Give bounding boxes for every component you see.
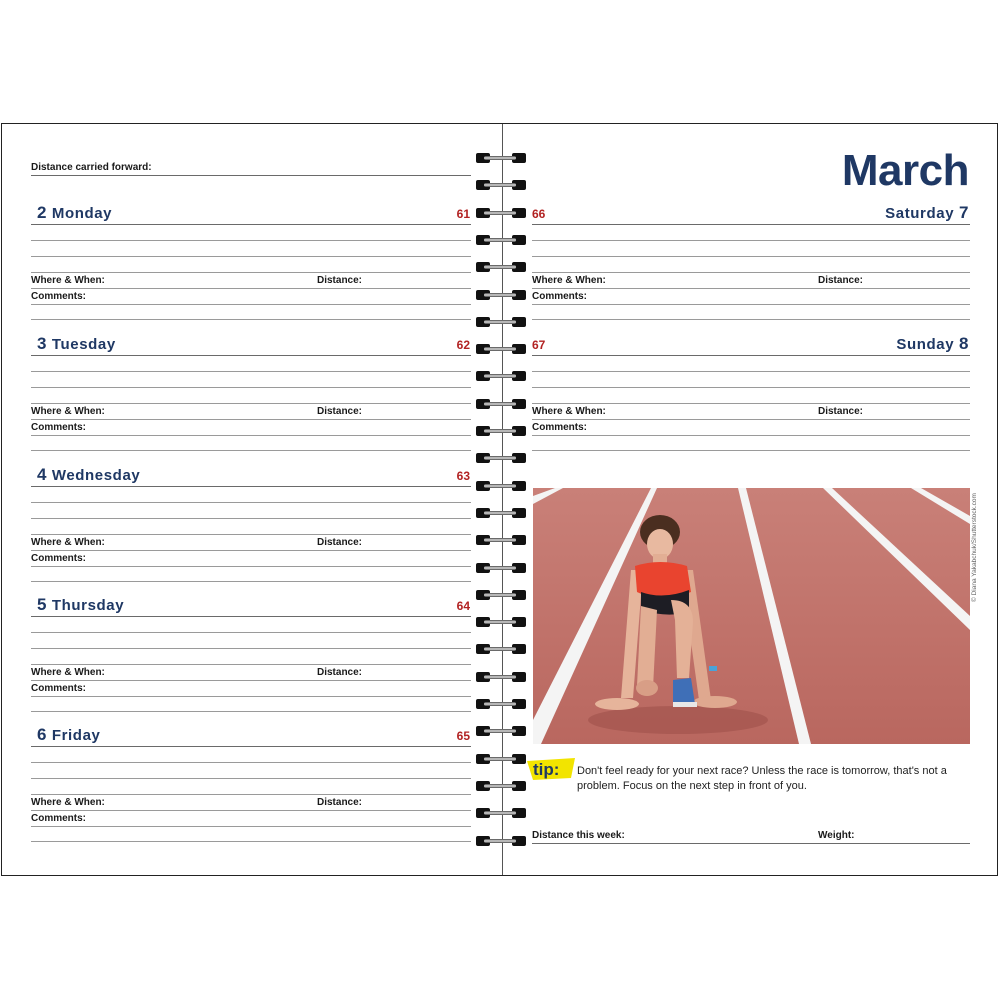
month-title: March xyxy=(841,146,969,195)
comments-label: Comments: xyxy=(31,291,87,302)
day-title xyxy=(896,334,969,354)
spiral-ring xyxy=(472,780,528,794)
distance-label: Distance: xyxy=(317,275,363,286)
spiral-ring xyxy=(472,425,528,439)
day-title xyxy=(37,203,112,223)
spiral-ring xyxy=(472,289,528,303)
day-name: Sunday xyxy=(896,336,955,353)
writing-line[interactable] xyxy=(532,256,970,257)
spiral-ring xyxy=(472,534,528,548)
day-of-year-count: 67 xyxy=(532,338,546,352)
where-when-line[interactable] xyxy=(31,680,471,681)
writing-line[interactable] xyxy=(532,403,970,404)
tip-badge xyxy=(527,758,577,782)
comments-label: Comments: xyxy=(31,813,87,824)
where-when-label: Where & When: xyxy=(31,797,105,808)
where-when-label: Where & When: xyxy=(31,406,105,417)
where-when-line[interactable] xyxy=(532,419,970,420)
comments-line[interactable] xyxy=(31,304,471,305)
day-number: 4 xyxy=(37,465,48,484)
comments-label: Comments: xyxy=(532,291,588,302)
writing-line[interactable] xyxy=(31,371,471,372)
day-of-year-count: 62 xyxy=(456,338,470,352)
day-name: Saturday xyxy=(885,205,955,222)
spiral-ring xyxy=(472,589,528,603)
writing-line[interactable] xyxy=(31,256,471,257)
where-when-label: Where & When: xyxy=(532,275,606,286)
distance-label: Distance: xyxy=(317,406,363,417)
writing-line[interactable] xyxy=(532,371,970,372)
planner-spread xyxy=(1,123,998,876)
day-of-year-count: 64 xyxy=(456,599,470,613)
writing-line[interactable] xyxy=(31,664,471,665)
writing-line[interactable] xyxy=(532,387,970,388)
tip-label: tip: xyxy=(533,760,560,779)
spiral-binding xyxy=(472,152,530,852)
spiral-ring xyxy=(472,807,528,821)
day-number: 3 xyxy=(37,334,48,353)
day-number: 6 xyxy=(37,725,48,744)
writing-line[interactable] xyxy=(31,518,471,519)
where-when-line[interactable] xyxy=(31,810,471,811)
spiral-ring xyxy=(472,753,528,767)
comments-label: Comments: xyxy=(31,683,87,694)
distance-label: Distance: xyxy=(317,537,363,548)
writing-line[interactable] xyxy=(532,224,970,225)
spiral-ring xyxy=(472,234,528,248)
where-when-label: Where & When: xyxy=(31,667,105,678)
writing-line[interactable] xyxy=(31,387,471,388)
day-title xyxy=(37,334,116,354)
day-title xyxy=(37,725,100,745)
where-when-line[interactable] xyxy=(31,419,471,420)
writing-line[interactable] xyxy=(31,224,471,225)
writing-line[interactable] xyxy=(532,355,970,356)
day-of-year-count: 61 xyxy=(456,207,470,221)
comments-line[interactable] xyxy=(31,581,471,582)
carried-forward-line[interactable] xyxy=(31,175,471,176)
where-when-label: Where & When: xyxy=(31,537,105,548)
writing-line[interactable] xyxy=(31,502,471,503)
spiral-ring xyxy=(472,452,528,466)
writing-line[interactable] xyxy=(532,272,970,273)
spiral-ring xyxy=(472,370,528,384)
left-page xyxy=(2,124,500,875)
day-of-year-count: 66 xyxy=(532,207,546,221)
writing-line[interactable] xyxy=(31,632,471,633)
sprinter-photo xyxy=(533,488,970,744)
day-number: 2 xyxy=(37,203,48,222)
where-when-label: Where & When: xyxy=(532,406,606,417)
day-number: 8 xyxy=(958,334,969,353)
writing-line[interactable] xyxy=(31,746,471,747)
writing-line[interactable] xyxy=(31,240,471,241)
day-title xyxy=(885,203,969,223)
spiral-ring xyxy=(472,207,528,221)
day-title xyxy=(37,595,124,615)
spiral-ring xyxy=(472,698,528,712)
comments-line[interactable] xyxy=(31,711,471,712)
comments-line[interactable] xyxy=(31,450,471,451)
spiral-ring xyxy=(472,480,528,494)
comments-label: Comments: xyxy=(31,553,87,564)
where-when-label: Where & When: xyxy=(31,275,105,286)
distance-label: Distance: xyxy=(818,406,864,417)
comments-line[interactable] xyxy=(532,450,970,451)
spiral-ring xyxy=(472,671,528,685)
distance-carried-forward-label: Distance carried forward: xyxy=(31,162,152,173)
day-name: Friday xyxy=(51,727,101,744)
comments-line[interactable] xyxy=(31,319,471,320)
spiral-ring xyxy=(472,316,528,330)
spiral-ring xyxy=(472,179,528,193)
day-name: Thursday xyxy=(51,597,125,614)
where-when-line[interactable] xyxy=(31,550,471,551)
distance-label: Distance: xyxy=(317,667,363,678)
writing-line[interactable] xyxy=(31,794,471,795)
where-when-line[interactable] xyxy=(532,288,970,289)
day-of-year-count: 63 xyxy=(456,469,470,483)
where-when-line[interactable] xyxy=(31,288,471,289)
writing-line[interactable] xyxy=(31,272,471,273)
weekly-summary-line[interactable] xyxy=(532,843,970,844)
writing-line[interactable] xyxy=(31,778,471,779)
writing-line[interactable] xyxy=(532,240,970,241)
writing-line[interactable] xyxy=(31,616,471,617)
comments-line[interactable] xyxy=(532,304,970,305)
day-name: Tuesday xyxy=(51,336,116,353)
comments-line[interactable] xyxy=(31,696,471,697)
spiral-ring xyxy=(472,643,528,657)
spiral-ring xyxy=(472,398,528,412)
comments-label: Comments: xyxy=(532,422,588,433)
spiral-ring xyxy=(472,261,528,275)
spiral-ring xyxy=(472,616,528,630)
writing-line[interactable] xyxy=(31,355,471,356)
spiral-ring xyxy=(472,152,528,166)
comments-line[interactable] xyxy=(532,319,970,320)
spiral-ring xyxy=(472,562,528,576)
photo-credit: © Diana Yakabchuk/Shutterstock.com xyxy=(971,493,978,602)
day-number: 7 xyxy=(958,203,969,222)
day-title xyxy=(37,465,140,485)
day-number: 5 xyxy=(37,595,48,614)
writing-line[interactable] xyxy=(31,648,471,649)
spiral-ring xyxy=(472,507,528,521)
comments-label: Comments: xyxy=(31,422,87,433)
day-name: Monday xyxy=(51,205,113,222)
writing-line[interactable] xyxy=(31,534,471,535)
day-of-year-count: 65 xyxy=(456,729,470,743)
distance-label: Distance: xyxy=(317,797,363,808)
writing-line[interactable] xyxy=(31,486,471,487)
comments-line[interactable] xyxy=(31,826,471,827)
comments-line[interactable] xyxy=(31,566,471,567)
right-page xyxy=(502,124,999,875)
spiral-ring xyxy=(472,725,528,739)
weight-label: Weight: xyxy=(818,830,855,841)
spiral-ring xyxy=(472,835,528,849)
writing-line[interactable] xyxy=(31,403,471,404)
comments-line[interactable] xyxy=(31,841,471,842)
day-name: Wednesday xyxy=(51,467,141,484)
writing-line[interactable] xyxy=(31,762,471,763)
distance-label: Distance: xyxy=(818,275,864,286)
spiral-ring xyxy=(472,343,528,357)
tip-text: Don't feel ready for your next race? Unless the race is tomorrow, that's not a problem. Focus on the next step in front of you. xyxy=(577,765,947,792)
distance-this-week-label: Distance this week: xyxy=(532,830,625,841)
comments-line[interactable] xyxy=(532,435,970,436)
comments-line[interactable] xyxy=(31,435,471,436)
